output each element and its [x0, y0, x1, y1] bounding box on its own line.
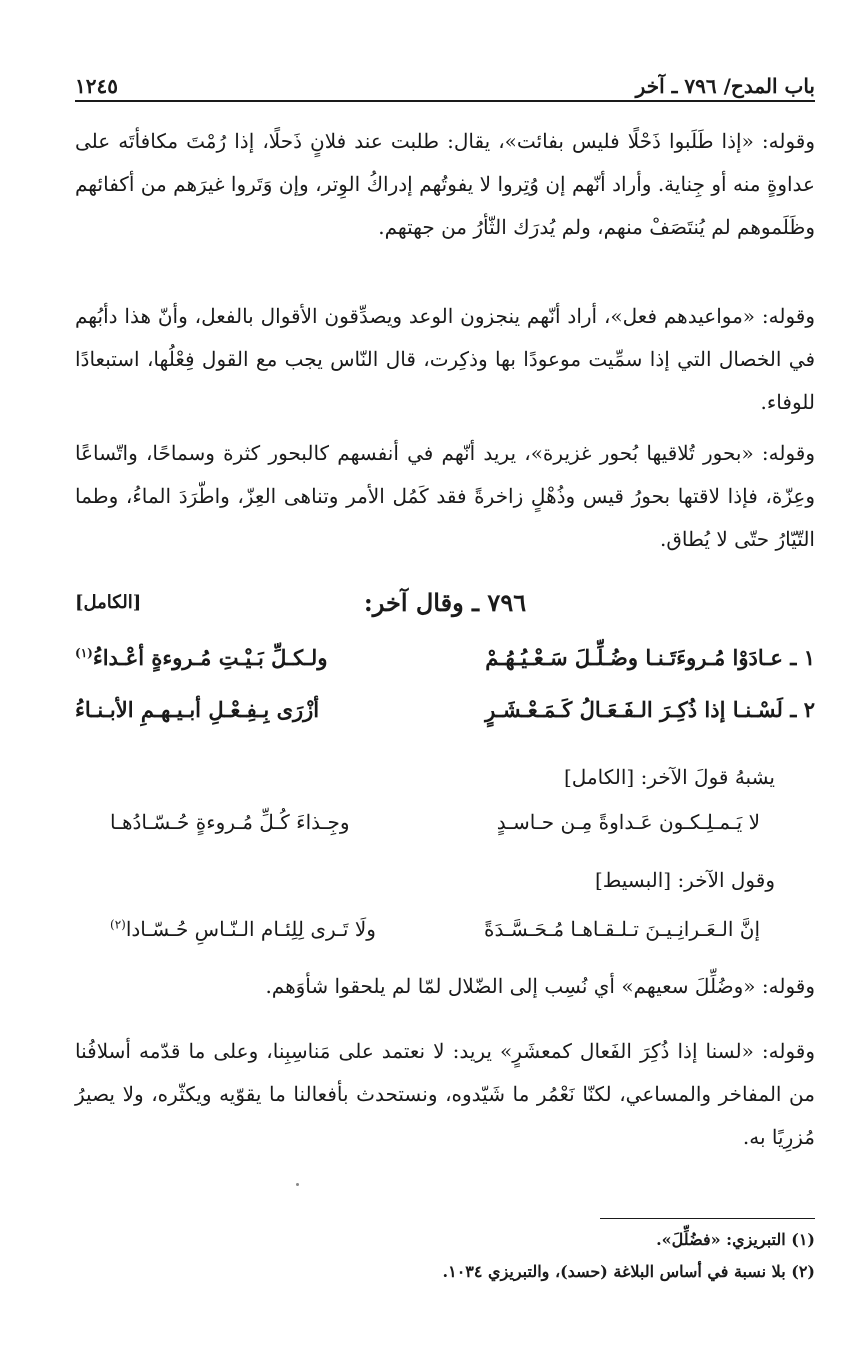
paragraph-2: وقوله: «مواعيدهم فعل»، أراد أنّهم ينجزون الوعد ويصدِّقون الأقوال بالفعل، وأنّ هذا دأبُهم في الخصال التي إذا سمِّيت موعودًا بها وذكِرت، قال النّاس يجب مع القول فِعْلُها، استبعادًا للوفاء.	[75, 304, 815, 414]
similar-intro: يشبهُ قولَ الآخر: [الكامل]	[563, 765, 775, 789]
verse-2-first-hemistich: ٢ ـ لَسْـنـا إذا ذُكِـرَ الـفَـعَـالُ كَـمَـعْـشَـرٍ	[485, 697, 815, 722]
comment-1: وقوله: «وضُلِّلَ سعيهم» أي نُسِب إلى الضّلال لمّا لم يلحقوا شأوَهم.	[265, 974, 815, 998]
footnote-1: (١) التبريزي: «فضُلِّلَ».	[656, 1230, 815, 1249]
footnote-ref-2: (٢)	[110, 917, 126, 932]
footnote-rule	[600, 1218, 815, 1219]
paragraph-1: وقوله: «إذا طَلَبوا ذَحْلًا فليس بفائت»، يقال: طلبت عند فلانٍ ذَحلًا، إذا رُمْتَ مكافأتَه على عداوةٍ منه أو جِناية. وأراد أنّهم إن وُتِروا لا يفوتُهم إدراكُ الوِتر، وإن وَتَروا غيرَهم من أكفائهم وظَلَموهم لم يُنتَصَفْ منهم، ولم يُدرَك الثّأرُ من جهتهم.	[75, 129, 815, 239]
other-intro: وقول الآخر: [البسيط]	[594, 868, 775, 892]
quote-2-second-hemistich: ولَا تَـرى لِلِئـام الـنّـاسِ حُـسّـادا$^{(٢)}$	[110, 917, 376, 941]
verse-1-first-hemistich: ١ ـ عـادَوْا مُـروءَتَـنـا وضُـلِّـلَ سَـعْـيُـهُـمْ	[485, 645, 815, 670]
page-number: ١٢٤٥	[75, 74, 118, 98]
quote-1-second-hemistich: وجِـذاءَ كُـلِّ مُـروءةٍ حُـسّـادُهـا	[110, 810, 350, 834]
page-mark	[296, 1183, 299, 1186]
verse-1	[75, 645, 815, 685]
footnote-2: (٢) بلا نسبة في أساس البلاغة (حسد)، والتبريزي ١٠٣٤.	[442, 1262, 815, 1281]
quote-2	[110, 917, 760, 957]
poem-meter: [الكامل]	[75, 592, 142, 613]
chapter-title: باب المدح/ ٧٩٦ ـ آخر	[635, 74, 815, 98]
verse-2	[75, 697, 815, 737]
header-rule	[75, 100, 815, 102]
verse-2-second-hemistich: أزْرَى بِـفِـعْـلِ أبـيـهـمِ الأبـنـاءُ	[75, 697, 320, 722]
page-header	[75, 58, 815, 98]
quote-1-first-hemistich: لا يَـمـلِـكـون عَـداوةً مِـن حـاسـدٍ	[496, 810, 760, 834]
quote-2-first-hemistich: إنَّ الـعَـرانِـيـنَ تـلـقـاهـا مُـحَـسَّـدَةً	[484, 917, 760, 941]
poem-heading	[75, 588, 815, 628]
paragraph-3: وقوله: «بحور تُلاقيها بُحور غزيرة»، يريد أنّهم في أنفسهم كالبحور كثرة وسماحًا، واتّساعًا وعِزّة، فإذا لاقتها بحورُ قيس وذُهْلٍ زاخرةً فقد كَمُل الأمر وتناهى العِزّ، واطّرَدَ الماءُ، وطما التّيّارُ حتّى لا يُطاق.	[75, 441, 815, 551]
comment-2: وقوله: «لسنا إذا ذُكِرَ الفَعال كمعشَرٍ» يريد: لا نعتمد على مَناسِبِنا، وعلى ما قدّمه أسلافُنا من المفاخر والمساعي، لكنّا نَعْمُر ما شَيّدوه، ونستحدث بأفعالنا ما يقوّيه ويكثّره، ولا يصيرُ مُزرِيًا به.	[75, 1039, 815, 1149]
poem-number-title: ٧٩٦ ـ وقال آخر:	[363, 588, 527, 617]
quote-1	[110, 810, 760, 850]
footnote-ref-1: (١)	[75, 646, 93, 660]
verse-1-second-hemistich: ولـكـلِّ بَـيْـتِ مُـروءةٍ أعْـداءُ$^{(١)}$	[75, 645, 328, 670]
